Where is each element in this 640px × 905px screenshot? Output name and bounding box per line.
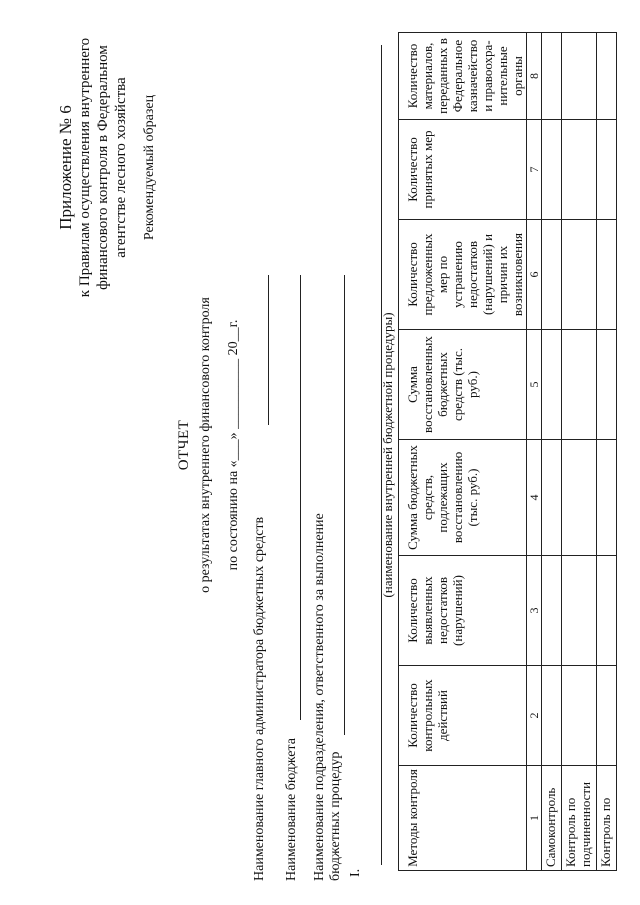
appendix-line: к Правилам осуществления внутреннего <box>77 37 93 298</box>
procedure-name-note: (наименование внутренней бюджетной процедуры) <box>380 312 395 598</box>
header-accepted-measures: Количество принятых мер <box>399 120 527 220</box>
table-cell[interactable] <box>597 220 617 330</box>
column-number: 5 <box>527 330 542 440</box>
column-number: 4 <box>527 440 542 556</box>
table-row <box>562 33 597 871</box>
column-number: 1 <box>527 766 542 871</box>
appendix-line: агентстве лесного хозяйства <box>113 77 129 258</box>
table-cell[interactable] <box>562 33 597 120</box>
table-cell[interactable] <box>542 666 562 766</box>
sample-label: Рекомендуемый образец <box>142 94 157 241</box>
table-cell[interactable] <box>542 556 562 666</box>
column-number: 7 <box>527 120 542 220</box>
header-proposed-measures: Количество предложенных мер по устранению недостатков (нарушений) и причин их возникновения <box>399 220 527 330</box>
report-title: ОТЧЕТ <box>176 419 192 471</box>
table-row <box>542 33 562 871</box>
admin-field-label: Наименование главного администратора бюджетных средств <box>252 516 267 881</box>
admin-field-line[interactable] <box>268 275 269 425</box>
table-cell[interactable] <box>597 120 617 220</box>
header-amount-restored: Сумма восстановленных бюджетных средств (тыс. руб.) <box>399 330 527 440</box>
header-identified-deficiencies: Количество выявленных недостатков (нарушений) <box>399 556 527 666</box>
unit-field-line[interactable] <box>344 275 345 735</box>
column-number: 8 <box>527 33 542 120</box>
appendix-block <box>56 30 130 305</box>
table-cell[interactable] <box>542 440 562 556</box>
budget-field-label: Наименование бюджета <box>284 738 299 881</box>
table-cell[interactable] <box>562 440 597 556</box>
table-column-numbers-row <box>527 33 542 871</box>
table-cell[interactable] <box>562 120 597 220</box>
table-cell[interactable] <box>542 120 562 220</box>
table-cell[interactable] <box>597 666 617 766</box>
budget-field-line[interactable] <box>300 275 301 720</box>
header-transferred-materials: Количество материалов, переданных в Федеральное казначейство и правоохра-нительные органы <box>399 33 527 120</box>
header-amount-to-restore: Сумма бюджетных средств, подлежащих восстановлению (тыс. руб.) <box>399 440 527 556</box>
table-cell[interactable] <box>597 330 617 440</box>
table-cell[interactable] <box>597 33 617 120</box>
table-cell[interactable] <box>542 330 562 440</box>
table-cell[interactable] <box>562 666 597 766</box>
table-row <box>597 33 617 871</box>
report-subtitle: о результатах внутреннего финансового контроля <box>198 297 213 593</box>
row-label: Самоконтроль <box>542 766 562 871</box>
appendix-title: Приложение № 6 <box>56 105 75 230</box>
column-number: 2 <box>527 666 542 766</box>
appendix-line: финансового контроля в Федеральном <box>95 45 111 290</box>
table-header-row <box>399 33 527 871</box>
control-results-table <box>398 32 617 871</box>
table-cell[interactable] <box>562 330 597 440</box>
table-cell[interactable] <box>562 556 597 666</box>
column-number: 3 <box>527 556 542 666</box>
table-cell[interactable] <box>597 556 617 666</box>
table-cell[interactable] <box>562 220 597 330</box>
column-number: 6 <box>527 220 542 330</box>
unit-field-label-line1: Наименование подразделения, ответственного за выполнение <box>312 513 327 881</box>
table-cell[interactable] <box>542 33 562 120</box>
row-label: Контроль по <box>597 766 617 871</box>
table-cell[interactable] <box>542 220 562 330</box>
report-as-of-date: по состоянию на «___» __________ 20__г. <box>226 319 241 571</box>
table-cell[interactable] <box>597 440 617 556</box>
row-label: Контроль по подчиненности <box>562 766 597 871</box>
section-number: I. <box>348 868 363 877</box>
header-control-actions: Количество контрольных действий <box>399 666 527 766</box>
header-control-methods: Методы контроля <box>399 766 527 871</box>
unit-field-label-line2: бюджетных процедур <box>328 751 343 881</box>
